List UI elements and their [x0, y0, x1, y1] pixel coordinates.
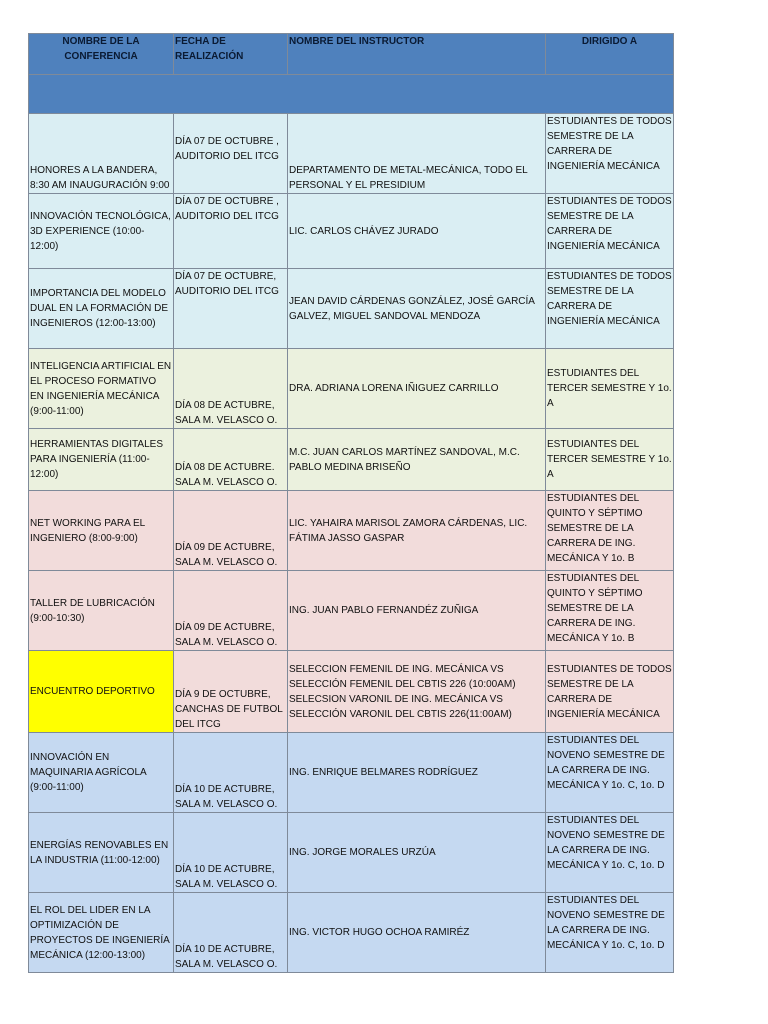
header-audience: DIRIGIDO A: [546, 34, 674, 75]
header-row: [29, 34, 674, 75]
audience-cell: ESTUDIANTES DEL NOVENO SEMESTRE DE LA CARRERA DE ING. MECÁNICA Y 1o. C, 1o. D: [546, 893, 674, 973]
date-cell: DÍA 08 DE ACTUBRE. SALA M. VELASCO O.: [174, 429, 288, 491]
date-cell: DÍA 07 DE OCTUBRE , AUDITORIO DEL ITCG: [174, 114, 288, 194]
audience-cell: ESTUDIANTES DEL QUINTO Y SÉPTIMO SEMESTRE DE LA CARRERA DE ING. MECÁNICA Y 1o. B: [546, 571, 674, 651]
table-row: [29, 269, 674, 349]
instructor-cell: ING. JUAN PABLO FERNANDÉZ ZUÑIGA: [288, 571, 546, 651]
audience-cell: ESTUDIANTES DE TODOS SEMESTRE DE LA CARRERA DE INGENIERÍA MECÁNICA: [546, 651, 674, 733]
audience-cell: ESTUDIANTES DEL TERCER SEMESTRE Y 1o. A: [546, 349, 674, 429]
instructor-cell: JEAN DAVID CÁRDENAS GONZÁLEZ, JOSÉ GARCÍA GALVEZ, MIGUEL SANDOVAL MENDOZA: [288, 269, 546, 349]
conference-cell: INTELIGENCIA ARTIFICIAL EN EL PROCESO FORMATIVO EN INGENIERÍA MECÁNICA (9:00-11:00): [29, 349, 174, 429]
audience-cell: ESTUDIANTES DEL TERCER SEMESTRE Y 1o. A: [546, 429, 674, 491]
date-cell: DÍA 07 DE OCTUBRE , AUDITORIO DEL ITCG: [174, 194, 288, 269]
conference-cell: ENERGÍAS RENOVABLES EN LA INDUSTRIA (11:00-12:00): [29, 813, 174, 893]
instructor-cell: M.C. JUAN CARLOS MARTÍNEZ SANDOVAL, M.C. PABLO MEDINA BRISEÑO: [288, 429, 546, 491]
date-cell: DÍA 08 DE ACTUBRE, SALA M. VELASCO O.: [174, 349, 288, 429]
conference-cell: HERRAMIENTAS DIGITALES PARA INGENIERÍA (11:00-12:00): [29, 429, 174, 491]
instructor-cell: LIC. CARLOS CHÁVEZ JURADO: [288, 194, 546, 269]
table-row: [29, 893, 674, 973]
audience-cell: ESTUDIANTES DE TODOS SEMESTRE DE LA CARRERA DE INGENIERÍA MECÁNICA: [546, 194, 674, 269]
audience-cell: ESTUDIANTES DE TODOS SEMESTRE DE LA CARRERA DE INGENIERÍA MECÁNICA: [546, 269, 674, 349]
table-row: [29, 733, 674, 813]
audience-cell: ESTUDIANTES DEL NOVENO SEMESTRE DE LA CARRERA DE ING. MECÁNICA Y 1o. C, 1o. D: [546, 733, 674, 813]
conference-schedule-table: [28, 33, 674, 973]
table-row: [29, 813, 674, 893]
header-date: FECHA DE REALIZACIÓN: [174, 34, 288, 75]
table-row: [29, 114, 674, 194]
conference-cell: INNOVACIÓN EN MAQUINARIA AGRÍCOLA (9:00-11:00): [29, 733, 174, 813]
header-conference: NOMBRE DE LA CONFERENCIA: [29, 34, 174, 75]
audience-cell: ESTUDIANTES DEL QUINTO Y SÉPTIMO SEMESTRE DE LA CARRERA DE ING. MECÁNICA Y 1o. B: [546, 491, 674, 571]
date-cell: DÍA 09 DE ACTUBRE, SALA M. VELASCO O.: [174, 571, 288, 651]
conference-cell: HONORES A LA BANDERA, 8:30 AM INAUGURACIÓN 9:00: [29, 114, 174, 194]
table-row: [29, 429, 674, 491]
date-cell: DÍA 07 DE OCTUBRE, AUDITORIO DEL ITCG: [174, 269, 288, 349]
conference-cell: NET WORKING PARA EL INGENIERO (8:00-9:00): [29, 491, 174, 571]
table-row: [29, 349, 674, 429]
conference-cell: TALLER DE LUBRICACIÓN (9:00-10:30): [29, 571, 174, 651]
instructor-cell: DEPARTAMENTO DE METAL-MECÁNICA, TODO EL PERSONAL Y EL PRESIDIUM: [288, 114, 546, 194]
audience-cell: ESTUDIANTES DE TODOS SEMESTRE DE LA CARRERA DE INGENIERÍA MECÁNICA: [546, 114, 674, 194]
table-row: [29, 194, 674, 269]
table-row: [29, 571, 674, 651]
table-row: [29, 651, 674, 733]
date-cell: DÍA 10 DE ACTUBRE, SALA M. VELASCO O.: [174, 813, 288, 893]
header-instructor: NOMBRE DEL INSTRUCTOR: [288, 34, 546, 75]
instructor-cell: ING. JORGE MORALES URZÚA: [288, 813, 546, 893]
audience-cell: ESTUDIANTES DEL NOVENO SEMESTRE DE LA CARRERA DE ING. MECÁNICA Y 1o. C, 1o. D: [546, 813, 674, 893]
date-cell: DÍA 10 DE ACTUBRE, SALA M. VELASCO O.: [174, 733, 288, 813]
header-spacer-row: [29, 75, 674, 114]
instructor-cell: LIC. YAHAIRA MARISOL ZAMORA CÁRDENAS, LIC. FÁTIMA JASSO GASPAR: [288, 491, 546, 571]
instructor-cell: ING. VICTOR HUGO OCHOA RAMIRÉZ: [288, 893, 546, 973]
instructor-cell: DRA. ADRIANA LORENA IÑIGUEZ CARRILLO: [288, 349, 546, 429]
date-cell: DÍA 09 DE ACTUBRE, SALA M. VELASCO O.: [174, 491, 288, 571]
conference-cell: INNOVACIÓN TECNOLÓGICA, 3D EXPERIENCE (10:00-12:00): [29, 194, 174, 269]
instructor-cell: SELECCION FEMENIL DE ING. MECÁNICA VS SELECCIÓN FEMENIL DEL CBTIS 226 (10:00AM) SELECSION VARONIL DE ING. MECÁNICA VS SELECCIÓN VARONIL DEL CBTIS 226(11:00AM): [288, 651, 546, 733]
date-cell: DÍA 10 DE ACTUBRE, SALA M. VELASCO O.: [174, 893, 288, 973]
table-row: [29, 491, 674, 571]
instructor-cell: ING. ENRIQUE BELMARES RODRÍGUEZ: [288, 733, 546, 813]
date-cell: DÍA 9 DE OCTUBRE, CANCHAS DE FUTBOL DEL ITCG: [174, 651, 288, 733]
conference-cell: EL ROL DEL LIDER EN LA OPTIMIZACIÓN DE PROYECTOS DE INGENIERÍA MECÁNICA (12:00-13:00): [29, 893, 174, 973]
conference-cell: IMPORTANCIA DEL MODELO DUAL EN LA FORMACIÓN DE INGENIEROS (12:00-13:00): [29, 269, 174, 349]
conference-cell: ENCUENTRO DEPORTIVO: [29, 651, 174, 733]
